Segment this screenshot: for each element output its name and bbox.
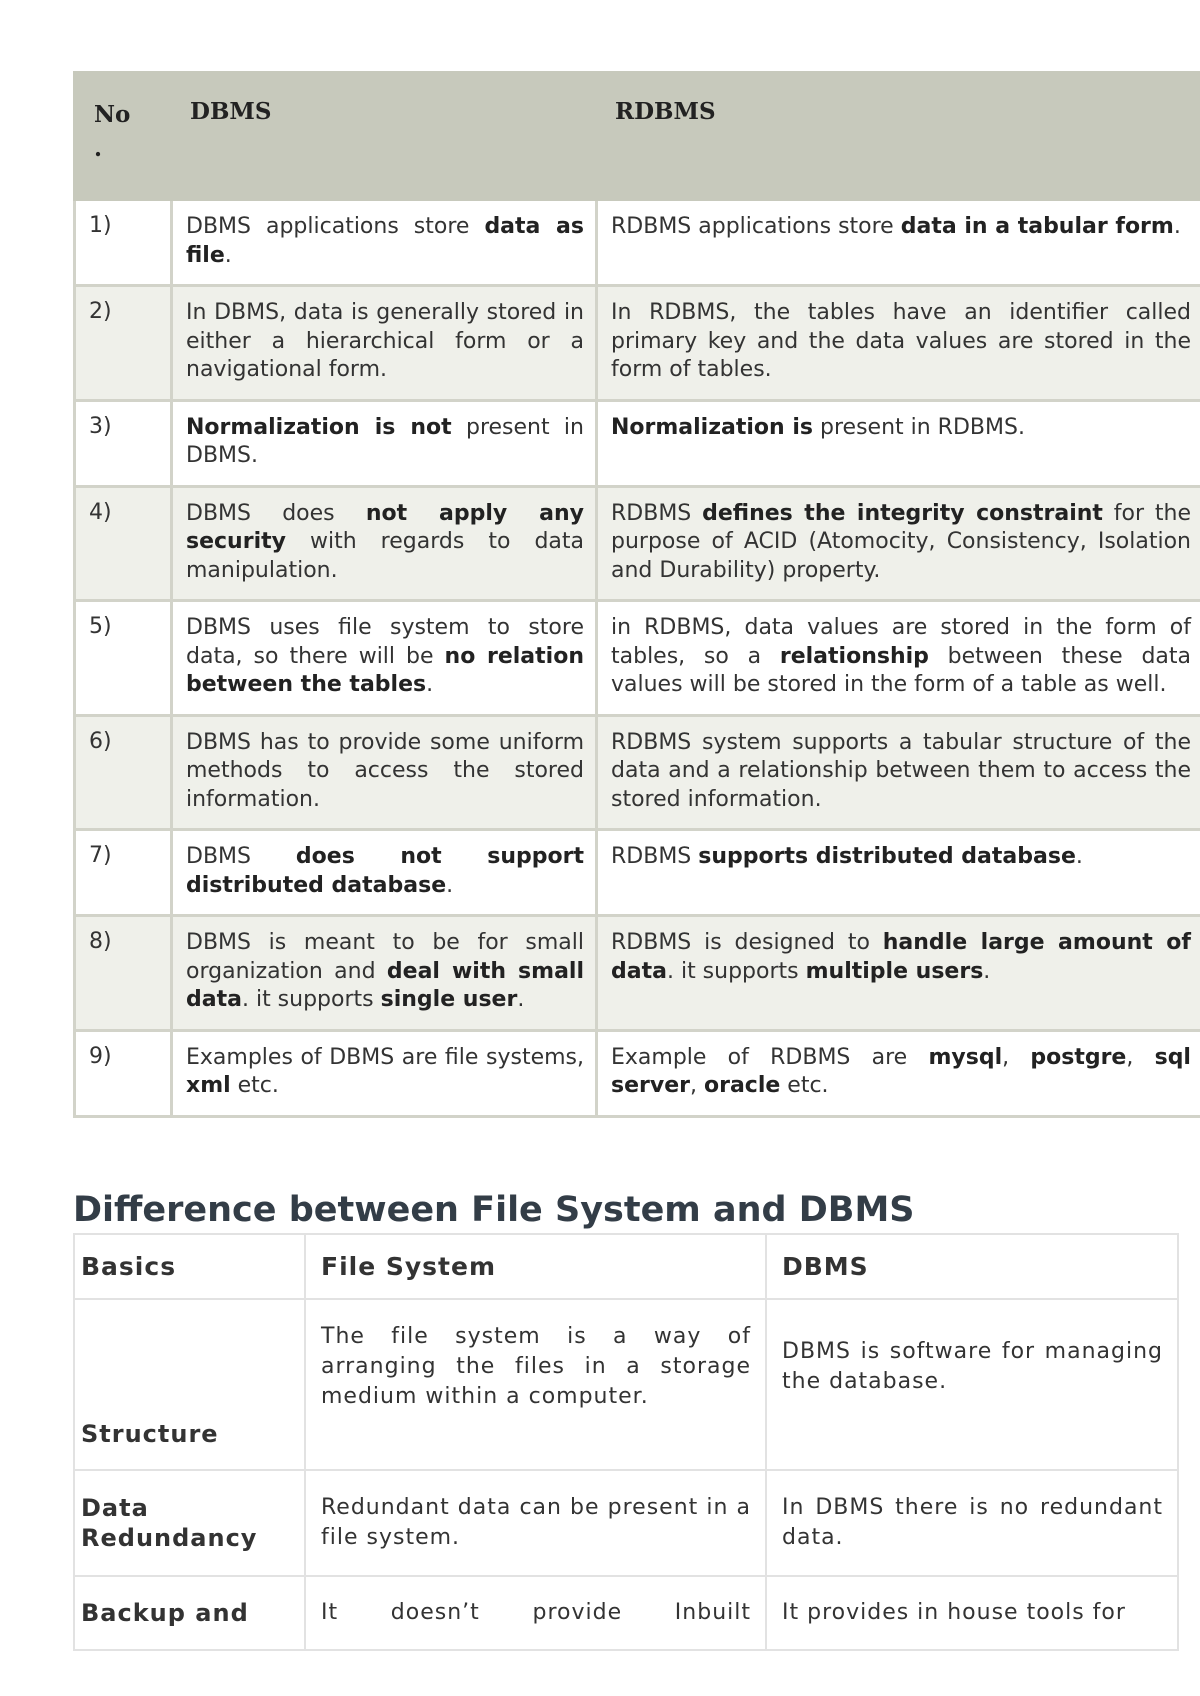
cell-rdbms <box>597 830 1200 916</box>
bold-text: data as file <box>186 214 584 268</box>
text-run: DBMS has to provide some uniform methods to access the stored information. <box>186 729 584 812</box>
cell-rdbms <box>597 601 1200 716</box>
text-run: Example of RDBMS are <box>611 1044 929 1070</box>
header-basics: Basics <box>74 1234 305 1299</box>
text-run: . <box>517 987 525 1012</box>
bold-text: no relation between the tables <box>186 643 584 697</box>
text-run: present in RDBMS. <box>813 414 1025 440</box>
text-run: . <box>983 958 991 984</box>
table-row <box>74 1299 1178 1470</box>
row-number: 7) <box>75 830 172 916</box>
row-number: 9) <box>75 1030 172 1116</box>
cell-rdbms <box>597 200 1200 286</box>
table-header-row <box>75 73 1200 200</box>
row-number: 5) <box>75 601 172 716</box>
section-heading: Difference between File System and DBMS <box>73 1190 915 1230</box>
table-row <box>75 715 1200 830</box>
bold-text: does not support distributed database <box>186 844 584 898</box>
header-dbms: DBMS <box>172 73 597 200</box>
cell-dbms <box>172 200 597 286</box>
text-run: in RDBMS, data values are stored in the form of tables, so a <box>611 615 1191 669</box>
bold-text: Normalization is <box>611 414 814 440</box>
cell-dbms <box>172 830 597 916</box>
table-header-row <box>74 1234 1178 1299</box>
table-row <box>75 200 1200 286</box>
dbms-rdbms-comparison-table <box>73 71 1200 1118</box>
cell-dbms <box>172 486 597 601</box>
comparison-rows <box>75 200 1200 1117</box>
bold-text: data in a tabular form <box>900 214 1174 239</box>
text-run: etc. <box>780 1073 829 1098</box>
text-run: . <box>426 672 434 697</box>
cell-dbms: In DBMS there is no redundant data. <box>766 1470 1178 1576</box>
text-run: etc. <box>230 1073 279 1098</box>
table-row <box>74 1470 1178 1576</box>
filesystem-dbms-table <box>73 1233 1179 1651</box>
text-run: between these data values will be stored in the form of a table as well. <box>611 643 1191 697</box>
table-row <box>75 830 1200 916</box>
text-run: , <box>1126 1044 1155 1070</box>
table-row <box>75 916 1200 1031</box>
cell-rdbms <box>597 1030 1200 1116</box>
text-run: . it supports <box>241 987 381 1012</box>
row-number: 8) <box>75 916 172 1031</box>
text-run: DBMS does <box>186 500 366 526</box>
text-run: for the purpose of ACID (Atomocity, Consistency, Isolation and Durability) property. <box>611 500 1191 583</box>
row-label-backup: Backup and <box>74 1576 305 1650</box>
text-run: RDBMS is designed to <box>611 930 883 955</box>
bold-text: sql server <box>611 1044 1191 1098</box>
cell-dbms <box>172 400 597 486</box>
text-run: In RDBMS, the tables have an identifier called primary key and the data values are stored in the form of tables. <box>611 300 1191 382</box>
bold-text: single user <box>380 987 518 1012</box>
text-run: RDBMS system supports a tabular structure of the data and a relationship between them to access the stored information. <box>611 729 1191 812</box>
cell-dbms <box>172 916 597 1031</box>
text-run: RDBMS applications store <box>611 214 901 239</box>
header-rdbms: RDBMS <box>597 73 1200 200</box>
text-run: , <box>1002 1044 1031 1070</box>
header-no-text: No <box>94 101 131 128</box>
cell-rdbms <box>597 400 1200 486</box>
row-number: 4) <box>75 486 172 601</box>
text-run: DBMS applications store <box>186 214 485 239</box>
table-row <box>75 1030 1200 1116</box>
bold-text: relationship <box>779 643 929 669</box>
cell-file-system-text: It doesn’t provide Inbuilt <box>321 1600 751 1625</box>
table-row <box>75 286 1200 401</box>
cell-file-system <box>305 1576 766 1650</box>
header-file-system: File System <box>305 1234 766 1299</box>
text-run: . it supports <box>666 958 806 984</box>
bold-text: supports distributed database <box>698 844 1076 869</box>
row-number: 1) <box>75 200 172 286</box>
bold-text: postgre <box>1030 1044 1127 1070</box>
bold-text: xml <box>186 1073 231 1098</box>
table-row <box>75 400 1200 486</box>
cell-dbms: DBMS is software for managing the database. <box>766 1299 1178 1470</box>
bold-text: Normalization is not <box>186 414 452 440</box>
cell-rdbms <box>597 486 1200 601</box>
bold-text: defines the integrity constraint <box>702 500 1103 526</box>
text-run: with regards to data manipulation. <box>186 529 584 583</box>
text-run: . <box>224 242 232 268</box>
cell-dbms <box>172 286 597 401</box>
row-label-data-redundancy <box>74 1470 305 1576</box>
header-no <box>75 73 172 200</box>
text-run: . <box>1173 214 1181 239</box>
cell-file-system: The file system is a way of arranging the files in a storage medium within a computer. <box>305 1299 766 1470</box>
bold-text: deal with small data <box>186 958 584 1012</box>
row-label-structure: Structure <box>74 1299 305 1470</box>
bold-text: not apply any security <box>186 500 585 554</box>
cell-dbms <box>172 601 597 716</box>
text-run: DBMS <box>186 844 296 869</box>
text-run: DBMS is meant to be for small organization and <box>186 930 584 984</box>
row-number: 2) <box>75 286 172 401</box>
bold-text: oracle <box>703 1073 781 1098</box>
table-row <box>74 1576 1178 1650</box>
text-run: . <box>446 872 454 898</box>
text-run: , <box>689 1073 704 1098</box>
text-run: . <box>1075 844 1083 869</box>
bold-text: mysql <box>928 1044 1003 1070</box>
text-run: RDBMS <box>611 844 699 869</box>
cell-file-system: Redundant data can be present in a file system. <box>305 1470 766 1576</box>
text-run: In DBMS, data is generally stored in either a hierarchical form or a navigational form. <box>186 300 584 382</box>
label-line: Redundancy <box>81 1524 258 1552</box>
cell-rdbms <box>597 916 1200 1031</box>
bold-text: multiple users <box>805 958 984 984</box>
cell-rdbms <box>597 286 1200 401</box>
header-dbms: DBMS <box>766 1234 1178 1299</box>
header-no-dot: . <box>94 135 103 162</box>
label-line: Data <box>81 1494 149 1522</box>
text-run: present in DBMS. <box>186 414 584 468</box>
table-row <box>75 486 1200 601</box>
table-row <box>75 601 1200 716</box>
row-number: 6) <box>75 715 172 830</box>
text-run: Examples of DBMS are file systems, <box>186 1044 584 1070</box>
text-run: DBMS uses file system to store data, so there will be <box>186 615 584 669</box>
bold-text: handle large amount of data <box>611 930 1191 984</box>
row-number: 3) <box>75 400 172 486</box>
cell-dbms <box>172 1030 597 1116</box>
cell-dbms <box>172 715 597 830</box>
text-run: RDBMS <box>611 500 703 526</box>
cell-dbms: It provides in house tools for <box>766 1576 1178 1650</box>
cell-rdbms <box>597 715 1200 830</box>
